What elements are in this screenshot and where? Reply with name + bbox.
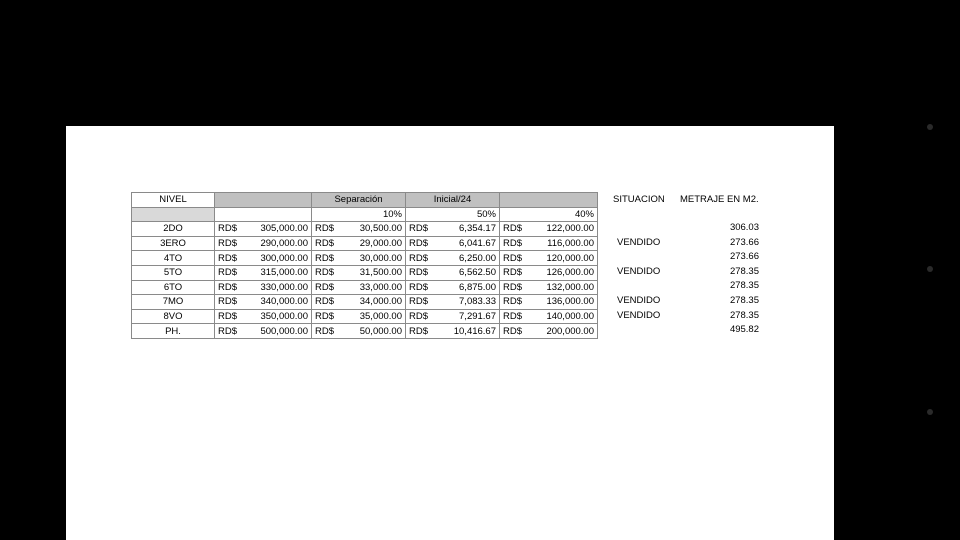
metraje-value: 273.66 [729, 251, 759, 263]
final-cell [500, 295, 598, 310]
inicial-value: 6,562.50 [459, 267, 496, 279]
separacion-cell [312, 236, 406, 251]
currency-label: RD$ [409, 311, 429, 323]
currency-label: RD$ [315, 281, 335, 293]
document-page [66, 126, 834, 540]
nivel-cell: 3ERO [132, 236, 215, 251]
situacion-value: VENDIDO [617, 294, 661, 306]
final-cell [500, 236, 598, 251]
inicial-value: 6,875.00 [459, 281, 496, 293]
table-row [132, 324, 598, 339]
currency-label: RD$ [315, 296, 335, 308]
header-row [132, 193, 598, 208]
separacion-value: 30,000.00 [359, 252, 402, 264]
currency-label: RD$ [409, 296, 429, 308]
precio-value: 300,000.00 [260, 252, 308, 264]
precio-value: 290,000.00 [260, 238, 308, 250]
percent-inicial: 50% [406, 207, 500, 222]
inicial-cell [406, 280, 500, 295]
metraje-column [706, 221, 759, 338]
slide-dot-3[interactable] [927, 409, 933, 415]
precio-value: 350,000.00 [260, 311, 308, 323]
header-final [500, 193, 598, 208]
inicial-cell [406, 309, 500, 324]
separacion-value: 30,500.00 [359, 223, 402, 235]
nivel-cell: 7MO [132, 295, 215, 310]
precio-value: 500,000.00 [260, 325, 308, 337]
currency-label: RD$ [503, 252, 523, 264]
inicial-value: 10,416.67 [453, 325, 496, 337]
currency-label: RD$ [503, 238, 523, 250]
header-precio [215, 193, 312, 208]
separacion-cell [312, 222, 406, 237]
currency-label: RD$ [503, 281, 523, 293]
situacion-value: VENDIDO [617, 309, 661, 321]
metraje-value: 273.66 [729, 236, 759, 248]
table-row [132, 280, 598, 295]
situacion-value [617, 221, 677, 236]
metraje-value: 278.35 [729, 309, 759, 321]
inicial-value: 6,354.17 [459, 223, 496, 235]
precio-cell [215, 222, 312, 237]
header-nivel: NIVEL [132, 193, 215, 208]
inicial-value: 7,291.67 [459, 311, 496, 323]
final-value: 200,000.00 [546, 325, 594, 337]
inicial-cell [406, 251, 500, 266]
precio-cell [215, 324, 312, 339]
nivel-cell: PH. [132, 324, 215, 339]
precio-value: 340,000.00 [260, 296, 308, 308]
nivel-cell: 8VO [132, 309, 215, 324]
precio-value: 315,000.00 [260, 267, 308, 279]
nivel-cell: 4TO [132, 251, 215, 266]
header-metraje: METRAJE EN M2. [680, 194, 759, 205]
inicial-cell [406, 324, 500, 339]
metraje-value: 495.82 [729, 324, 759, 336]
table-row [132, 265, 598, 280]
final-value: 126,000.00 [546, 267, 594, 279]
currency-label: RD$ [315, 311, 335, 323]
precio-cell [215, 236, 312, 251]
final-cell [500, 280, 598, 295]
currency-label: RD$ [315, 267, 335, 279]
currency-label: RD$ [218, 281, 238, 293]
separacion-value: 34,000.00 [359, 296, 402, 308]
currency-label: RD$ [409, 267, 429, 279]
final-value: 120,000.00 [546, 252, 594, 264]
separacion-value: 50,000.00 [359, 325, 402, 337]
inicial-cell [406, 222, 500, 237]
currency-label: RD$ [503, 267, 523, 279]
precio-cell [215, 295, 312, 310]
separacion-cell [312, 309, 406, 324]
inicial-value: 7,083.33 [459, 296, 496, 308]
inicial-cell [406, 236, 500, 251]
metraje-value: 306.03 [729, 222, 759, 233]
separacion-cell [312, 280, 406, 295]
percent-row [132, 207, 598, 222]
table-row [132, 309, 598, 324]
currency-label: RD$ [315, 223, 335, 235]
situacion-value: VENDIDO [617, 236, 661, 248]
separacion-cell [312, 295, 406, 310]
inicial-cell [406, 265, 500, 280]
nivel-cell: 5TO [132, 265, 215, 280]
final-value: 122,000.00 [546, 223, 594, 235]
separacion-cell [312, 265, 406, 280]
metraje-value: 278.35 [729, 280, 759, 292]
table-row [132, 236, 598, 251]
percent-final: 40% [500, 207, 598, 222]
table-row [132, 222, 598, 237]
final-value: 132,000.00 [546, 281, 594, 293]
separacion-value: 31,500.00 [359, 267, 402, 279]
situacion-value [617, 250, 677, 265]
currency-label: RD$ [409, 325, 429, 337]
final-value: 116,000.00 [547, 238, 594, 250]
currency-label: RD$ [409, 238, 429, 250]
nivel-cell: 2DO [132, 222, 215, 237]
currency-label: RD$ [218, 223, 238, 235]
metraje-value: 278.35 [729, 294, 759, 306]
situacion-column [617, 221, 677, 338]
final-cell [500, 309, 598, 324]
table-row [132, 251, 598, 266]
percent-blank [132, 207, 215, 222]
precio-cell [215, 251, 312, 266]
currency-label: RD$ [503, 223, 523, 235]
situacion-value: VENDIDO [617, 265, 661, 277]
slide-dot-1[interactable] [927, 124, 933, 130]
separacion-cell [312, 251, 406, 266]
final-value: 136,000.00 [546, 296, 594, 308]
final-cell [500, 222, 598, 237]
inicial-value: 6,041.67 [459, 238, 496, 250]
separacion-cell [312, 324, 406, 339]
precio-cell [215, 280, 312, 295]
final-value: 140,000.00 [546, 311, 594, 323]
header-inicial: Inicial/24 [406, 193, 500, 208]
currency-label: RD$ [409, 223, 429, 235]
final-cell [500, 251, 598, 266]
inicial-cell [406, 295, 500, 310]
precio-cell [215, 265, 312, 280]
situacion-value [617, 323, 677, 338]
separacion-value: 35,000.00 [359, 311, 402, 323]
price-table [131, 192, 598, 339]
table-row [132, 295, 598, 310]
precio-value: 330,000.00 [260, 281, 308, 293]
header-separacion: Separación [312, 193, 406, 208]
currency-label: RD$ [218, 267, 238, 279]
slide-dot-2[interactable] [927, 266, 933, 272]
separacion-value: 29,000.00 [359, 238, 402, 250]
header-situacion: SITUACION [613, 194, 665, 205]
currency-label: RD$ [315, 238, 335, 250]
currency-label: RD$ [409, 252, 429, 264]
separacion-value: 33,000.00 [359, 281, 402, 293]
final-cell [500, 265, 598, 280]
currency-label: RD$ [503, 325, 523, 337]
metraje-value: 278.35 [729, 265, 759, 277]
currency-label: RD$ [503, 296, 523, 308]
precio-value: 305,000.00 [260, 223, 308, 235]
currency-label: RD$ [315, 252, 335, 264]
currency-label: RD$ [218, 252, 238, 264]
situacion-value [617, 279, 677, 294]
currency-label: RD$ [315, 325, 335, 337]
currency-label: RD$ [218, 296, 238, 308]
currency-label: RD$ [218, 325, 238, 337]
currency-label: RD$ [409, 281, 429, 293]
inicial-value: 6,250.00 [459, 252, 496, 264]
nivel-cell: 6TO [132, 280, 215, 295]
precio-cell [215, 309, 312, 324]
final-cell [500, 324, 598, 339]
percent-precio [215, 207, 312, 222]
currency-label: RD$ [218, 238, 238, 250]
currency-label: RD$ [218, 311, 238, 323]
currency-label: RD$ [503, 311, 523, 323]
percent-separacion: 10% [312, 207, 406, 222]
